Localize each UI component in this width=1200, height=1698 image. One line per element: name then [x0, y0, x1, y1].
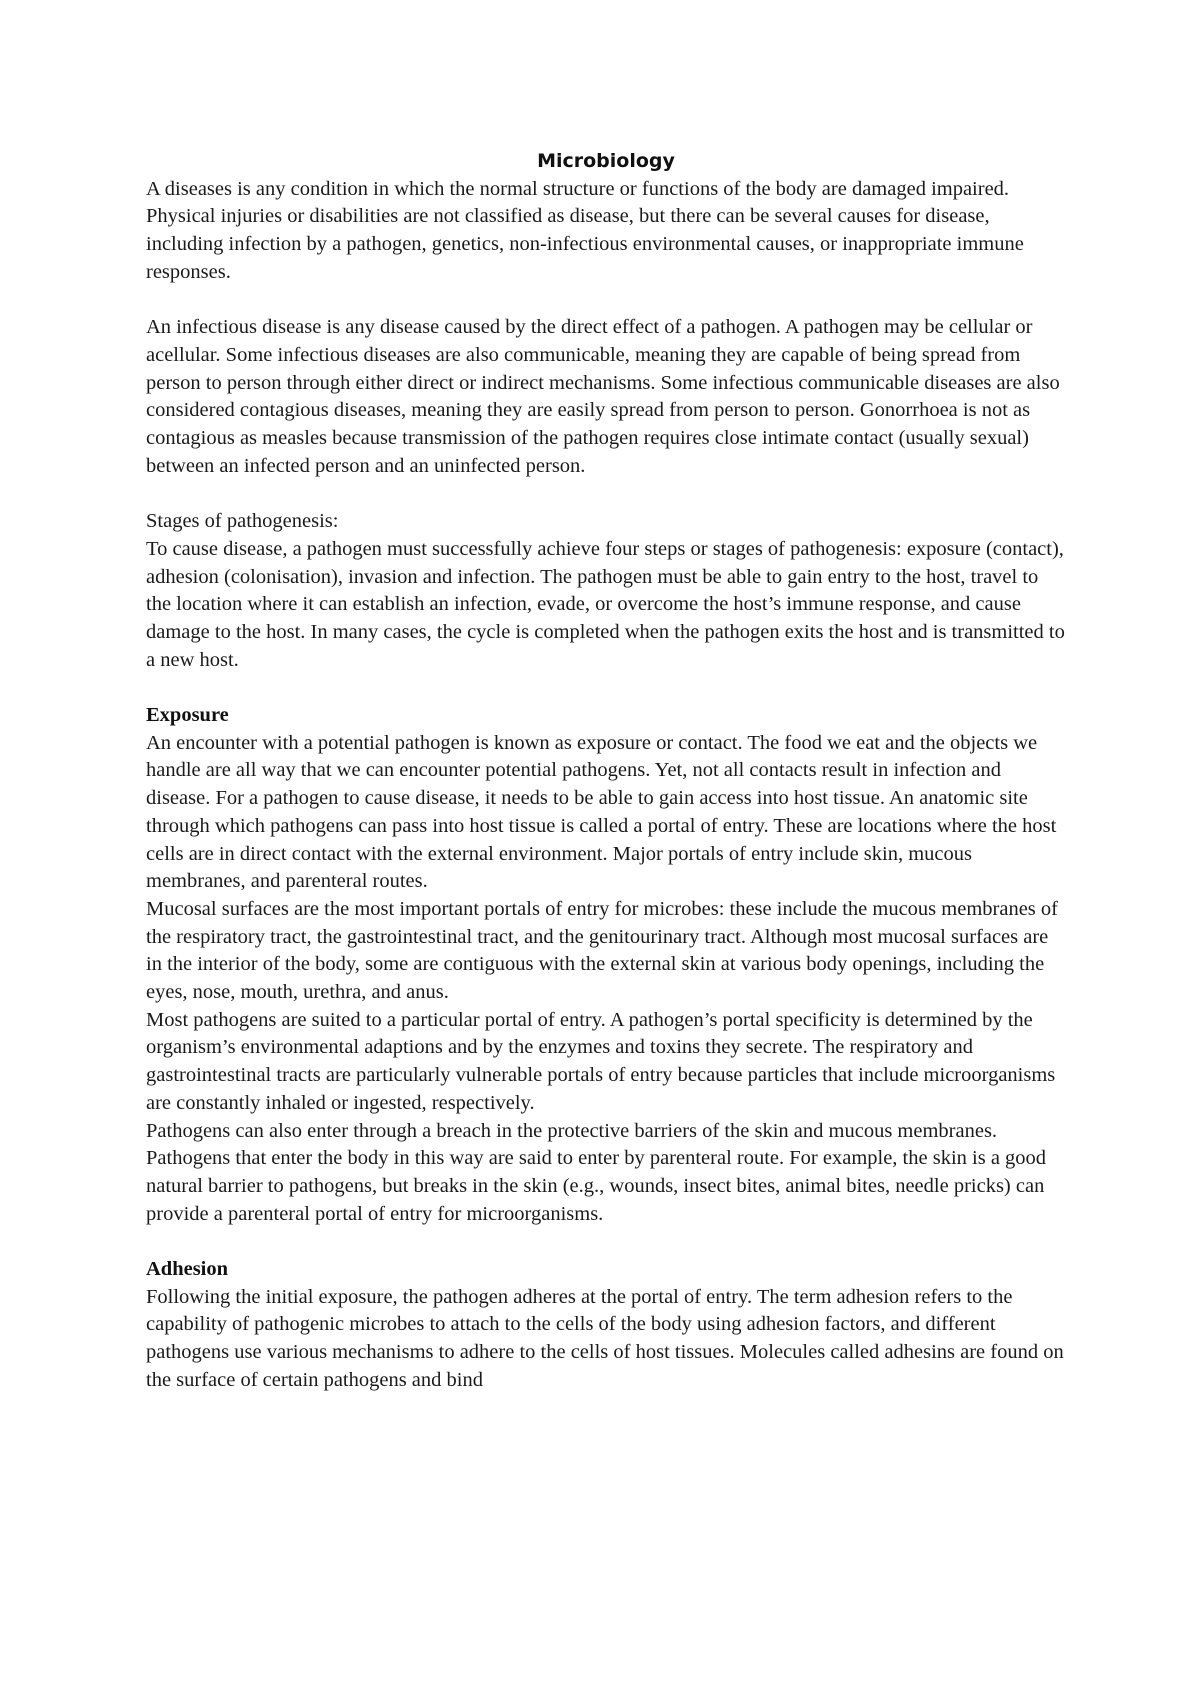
document-title: Microbiology — [537, 150, 675, 172]
adhesion-heading: Adhesion — [146, 1258, 229, 1281]
paragraph-spacer — [146, 287, 1066, 315]
stages-paragraph: To cause disease, a pathogen must successfully achieve four steps or stages of pathogenesis: exposure (contact), adhesion (colonisation), invasion and infection. The pathogen must be able to gain entry to the host, travel to the location where it can establish an infection, evade, or overcome the host’s immune response, and cause damage to the host. In many cases, the cycle is completed when the pathogen exits the host and is transmitted to a new host. — [146, 537, 1065, 671]
exposure-paragraph-3: Most pathogens are suited to a particular portal of entry. A pathogen’s portal specificity is determined by the organism’s environmental adaptions and by the enzymes and toxins they secrete. The respiratory and gastrointestinal tracts are particularly vulnerable portals of entry because particles that include microorganisms are constantly inhaled or ingested, respectively. — [146, 1008, 1056, 1114]
paragraph-spacer — [146, 480, 1066, 508]
exposure-paragraph-1: An encounter with a potential pathogen is known as exposure or contact. The food we eat and the objects we handle are all way that we can encounter potential pathogens. Yet, not all contacts result in infection and disease. For a pathogen to cause disease, it needs to be able to gain access into host tissue. An anatomic site through which pathogens can pass into host tissue is called a portal of entry. These are locations where the host cells are in direct contact with the external environment. Major portals of entry include skin, mucous membranes, and parenteral routes. — [146, 731, 1057, 893]
exposure-heading: Exposure — [146, 704, 229, 727]
intro-paragraph-disease: A diseases is any condition in which the normal structure or functions of the body are damaged impaired. Physical injuries or disabilities are not classified as disease, but there can be several causes for disease, including infection by a pathogen, genetics, non-infectious environmental causes, or inappropriate immune responses. — [146, 177, 1024, 283]
stages-label: Stages of pathogenesis: — [146, 510, 339, 533]
intro-paragraph-infectious: An infectious disease is any disease caused by the direct effect of a pathogen. A pathogen may be cellular or acellular. Some infectious diseases are also communicable, meaning they are capable of being spread from person to person through either direct or indirect mechanisms. Some infectious communicable diseases are also considered contagious diseases, meaning they are easily spread from person to person. Gonorrhoea is not as contagious as measles because transmission of the pathogen requires close intimate contact (usually sexual) between an infected person and an uninfected person. — [146, 316, 1060, 477]
adhesion-paragraph-1: Following the initial exposure, the pathogen adheres at the portal of entry. The term adhesion refers to the capability of pathogenic microbes to attach to the cells of the body using adhesion factors, and different pathogens use various mechanisms to adhere to the cells of host tissues. Molecules called adhesins are found on the surface of certain pathogens and bind — [146, 1285, 1064, 1391]
document-body — [146, 148, 1066, 1395]
exposure-paragraph-4: Pathogens can also enter through a breach in the protective barriers of the skin and mucous membranes. Pathogens that enter the body in this way are said to enter by parenteral route. For example, the skin is a good natural barrier to pathogens, but breaks in the skin (e.g., wounds, insect bites, animal bites, needle pricks) can provide a parenteral portal of entry for microorganisms. — [146, 1119, 1047, 1225]
paragraph-spacer — [146, 1228, 1066, 1256]
paragraph-spacer — [146, 674, 1066, 702]
exposure-paragraph-2: Mucosal surfaces are the most important portals of entry for microbes: these include the mucous membranes of the respiratory tract, the gastrointestinal tract, and the genitourinary tract. Although most mucosal surfaces are in the interior of the body, some are contiguous with the external skin at various body openings, including the eyes, nose, mouth, urethra, and anus. — [146, 897, 1058, 1004]
